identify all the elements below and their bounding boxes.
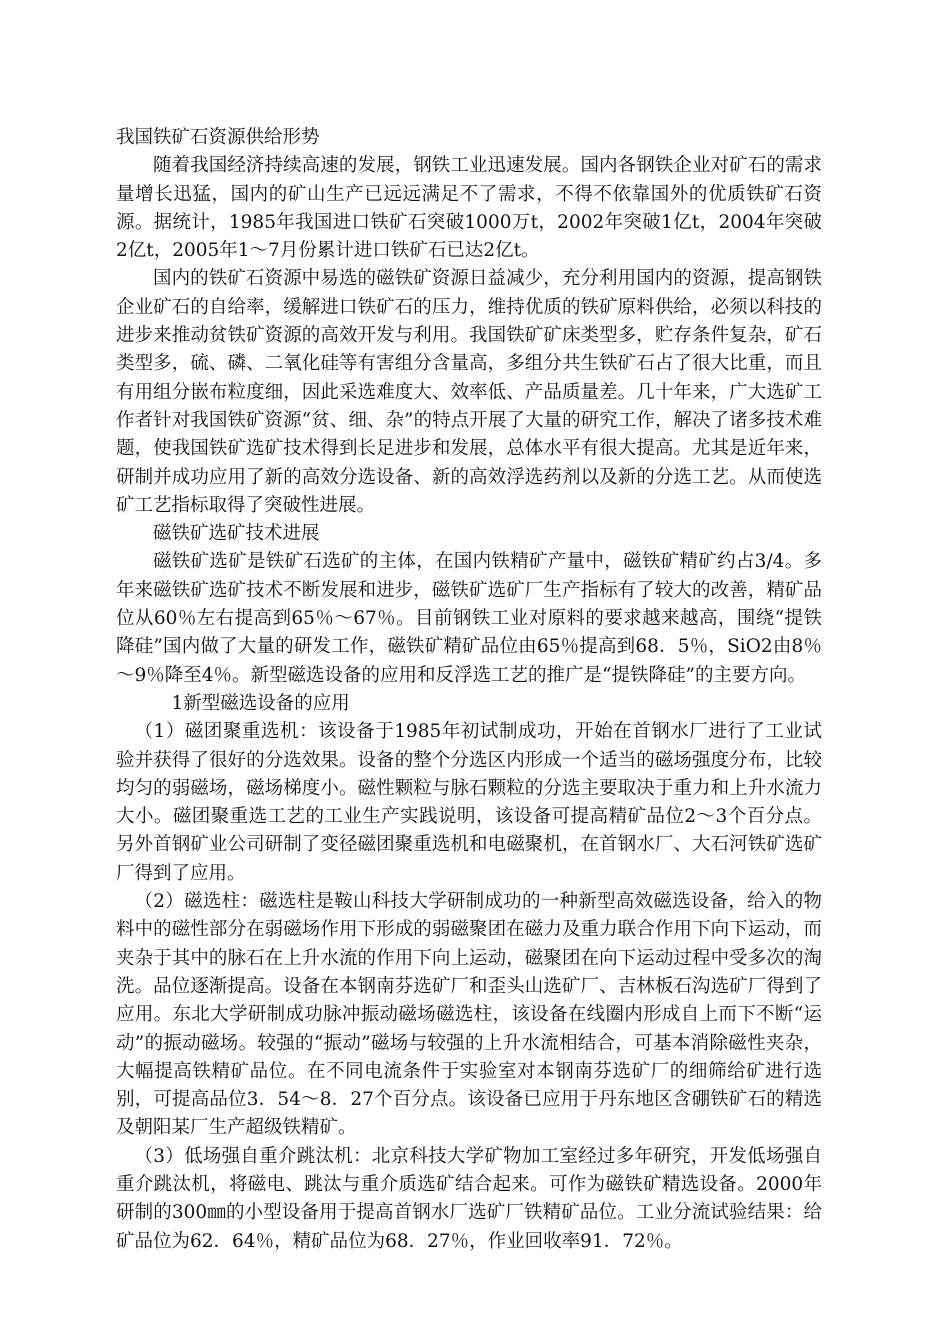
- subsection-heading-new-equipment: 1新型磁选设备的应用: [171, 692, 350, 714]
- paragraph-magnetic-column: （2）磁选柱：磁选柱是鞍山科技大学研制成功的一种新型高效磁选设备，给入的物料中的磁性部分在弱磁场作用下形成的弱磁聚团在磁力及重力联合作用下向下运动，而夹杂于其中的脉石在上升水流的作用下向上运动，磁聚团在向下运动过程中受多次的淘洗。品位逐渐提高。设备在本钢南芬选矿厂和歪头山选矿厂、吉林板石沟选矿厂得到了应用。东北大学研制成功脉冲振动磁场磁选柱，该设备在线圈内形成自上而下不断“运动”的振动磁场。较强的“振动”磁场与较强的上升水流相结合，可基本消除磁性夹杂，大幅提高铁精矿品位。在不同电流条件于实验室对本钢南芬选矿厂的细筛给矿进行选别，可提高品位3．54～8．27个百分点。该设备已应用于丹东地区含硼铁矿石的精选及朝阳某厂生产超级铁精矿。: [116, 891, 822, 1139]
- paragraph-magnetite-progress: 磁铁矿选矿是铁矿石选矿的主体，在国内铁精矿产量中，磁铁矿精矿约占3/4。多年来磁铁矿选矿技术不断发展和进步，磁铁矿选矿厂生产指标有了较大的改善，精矿品位从60％左右提高到65％～67％。目前钢铁工业对原料的要求越来越高，围绕“提铁降硅”国内做了大量的研发工作，磁铁矿精矿品位由65％提高到68．5％，SiO2由8％～9％降至4％。新型磁选设备的应用和反浮选工艺的推广是“提铁降硅”的主要方向。: [116, 551, 822, 686]
- paragraph-domestic-resources: 国内的铁矿石资源中易选的磁铁矿资源日益减少，充分利用国内的资源，提高钢铁企业矿石的自给率，缓解进口铁矿石的压力，维持优质的铁矿原料供给，必须以科技的进步来推动贫铁矿资源的高效开发与利用。我国铁矿矿床类型多，贮存条件复杂，矿石类型多，硫、磷、二氧化硅等有害组分含量高，多组分共生铁矿石占了很大比重，而且有用组分嵌布粒度细，因此采选难度大、效率低、产品质量差。几十年来，广大选矿工作者针对我国铁矿资源“贫、细、杂”的特点开展了大量的研究工作，解决了诸多技术难题，使我国铁矿选矿技术得到长足进步和发展，总体水平有很大提高。尤其是近年来，研制并成功应用了新的高效分选设备、新的高效浮选药剂以及新的分选工艺。从而使选矿工艺指标取得了突破性进展。: [116, 268, 822, 516]
- document-page: [116, 124, 822, 1256]
- section-heading-magnetite-progress: 磁铁矿选矿技术进展: [153, 523, 320, 545]
- paragraph-supply-situation: 随着我国经济持续高速的发展，钢铁工业迅速发展。国内各钢铁企业对矿石的需求量增长迅猛，国内的矿山生产已远远满足不了需求，不得不依靠国外的优质铁矿石资源。据统计，1985年我国进口铁矿石突破1000万t，2002年突破1亿t，2004年突破2亿t，2005年1～7月份累计进口铁矿石已达2亿t。: [116, 155, 822, 262]
- paragraph-magnetic-agglomeration-separator: （1）磁团聚重选机：该设备于1985年初试制成功，开始在首钢水厂进行了工业试验并获得了很好的分选效果。设备的整个分选区内形成一个适当的磁场强度分布，比较均匀的弱磁场，磁场梯度小。磁性颗粒与脉石颗粒的分选主要取决于重力和上升水流力大小。磁团聚重选工艺的工业生产实践说明，该设备可提高精矿品位2～3个百分点。另外首钢矿业公司研制了变径磁团聚重选机和电磁聚机，在首钢水厂、大石河铁矿选矿厂得到了应用。: [116, 721, 822, 884]
- document-title: 我国铁矿石资源供给形势: [116, 127, 320, 148]
- paragraph-jig: （3）低场强自重介跳汰机：北京科技大学矿物加工室经过多年研究，开发低场强自重介跳汰机，将磁电、跳汰与重介质选矿结合起来。可作为磁铁矿精选设备。2000年研制的300㎜的小型设备用于提高首钢水厂选矿厂铁精矿品位。工业分流试验结果：给矿品位为62．64％，精矿品位为68．27％，作业回收率91．72％。: [116, 1145, 822, 1252]
